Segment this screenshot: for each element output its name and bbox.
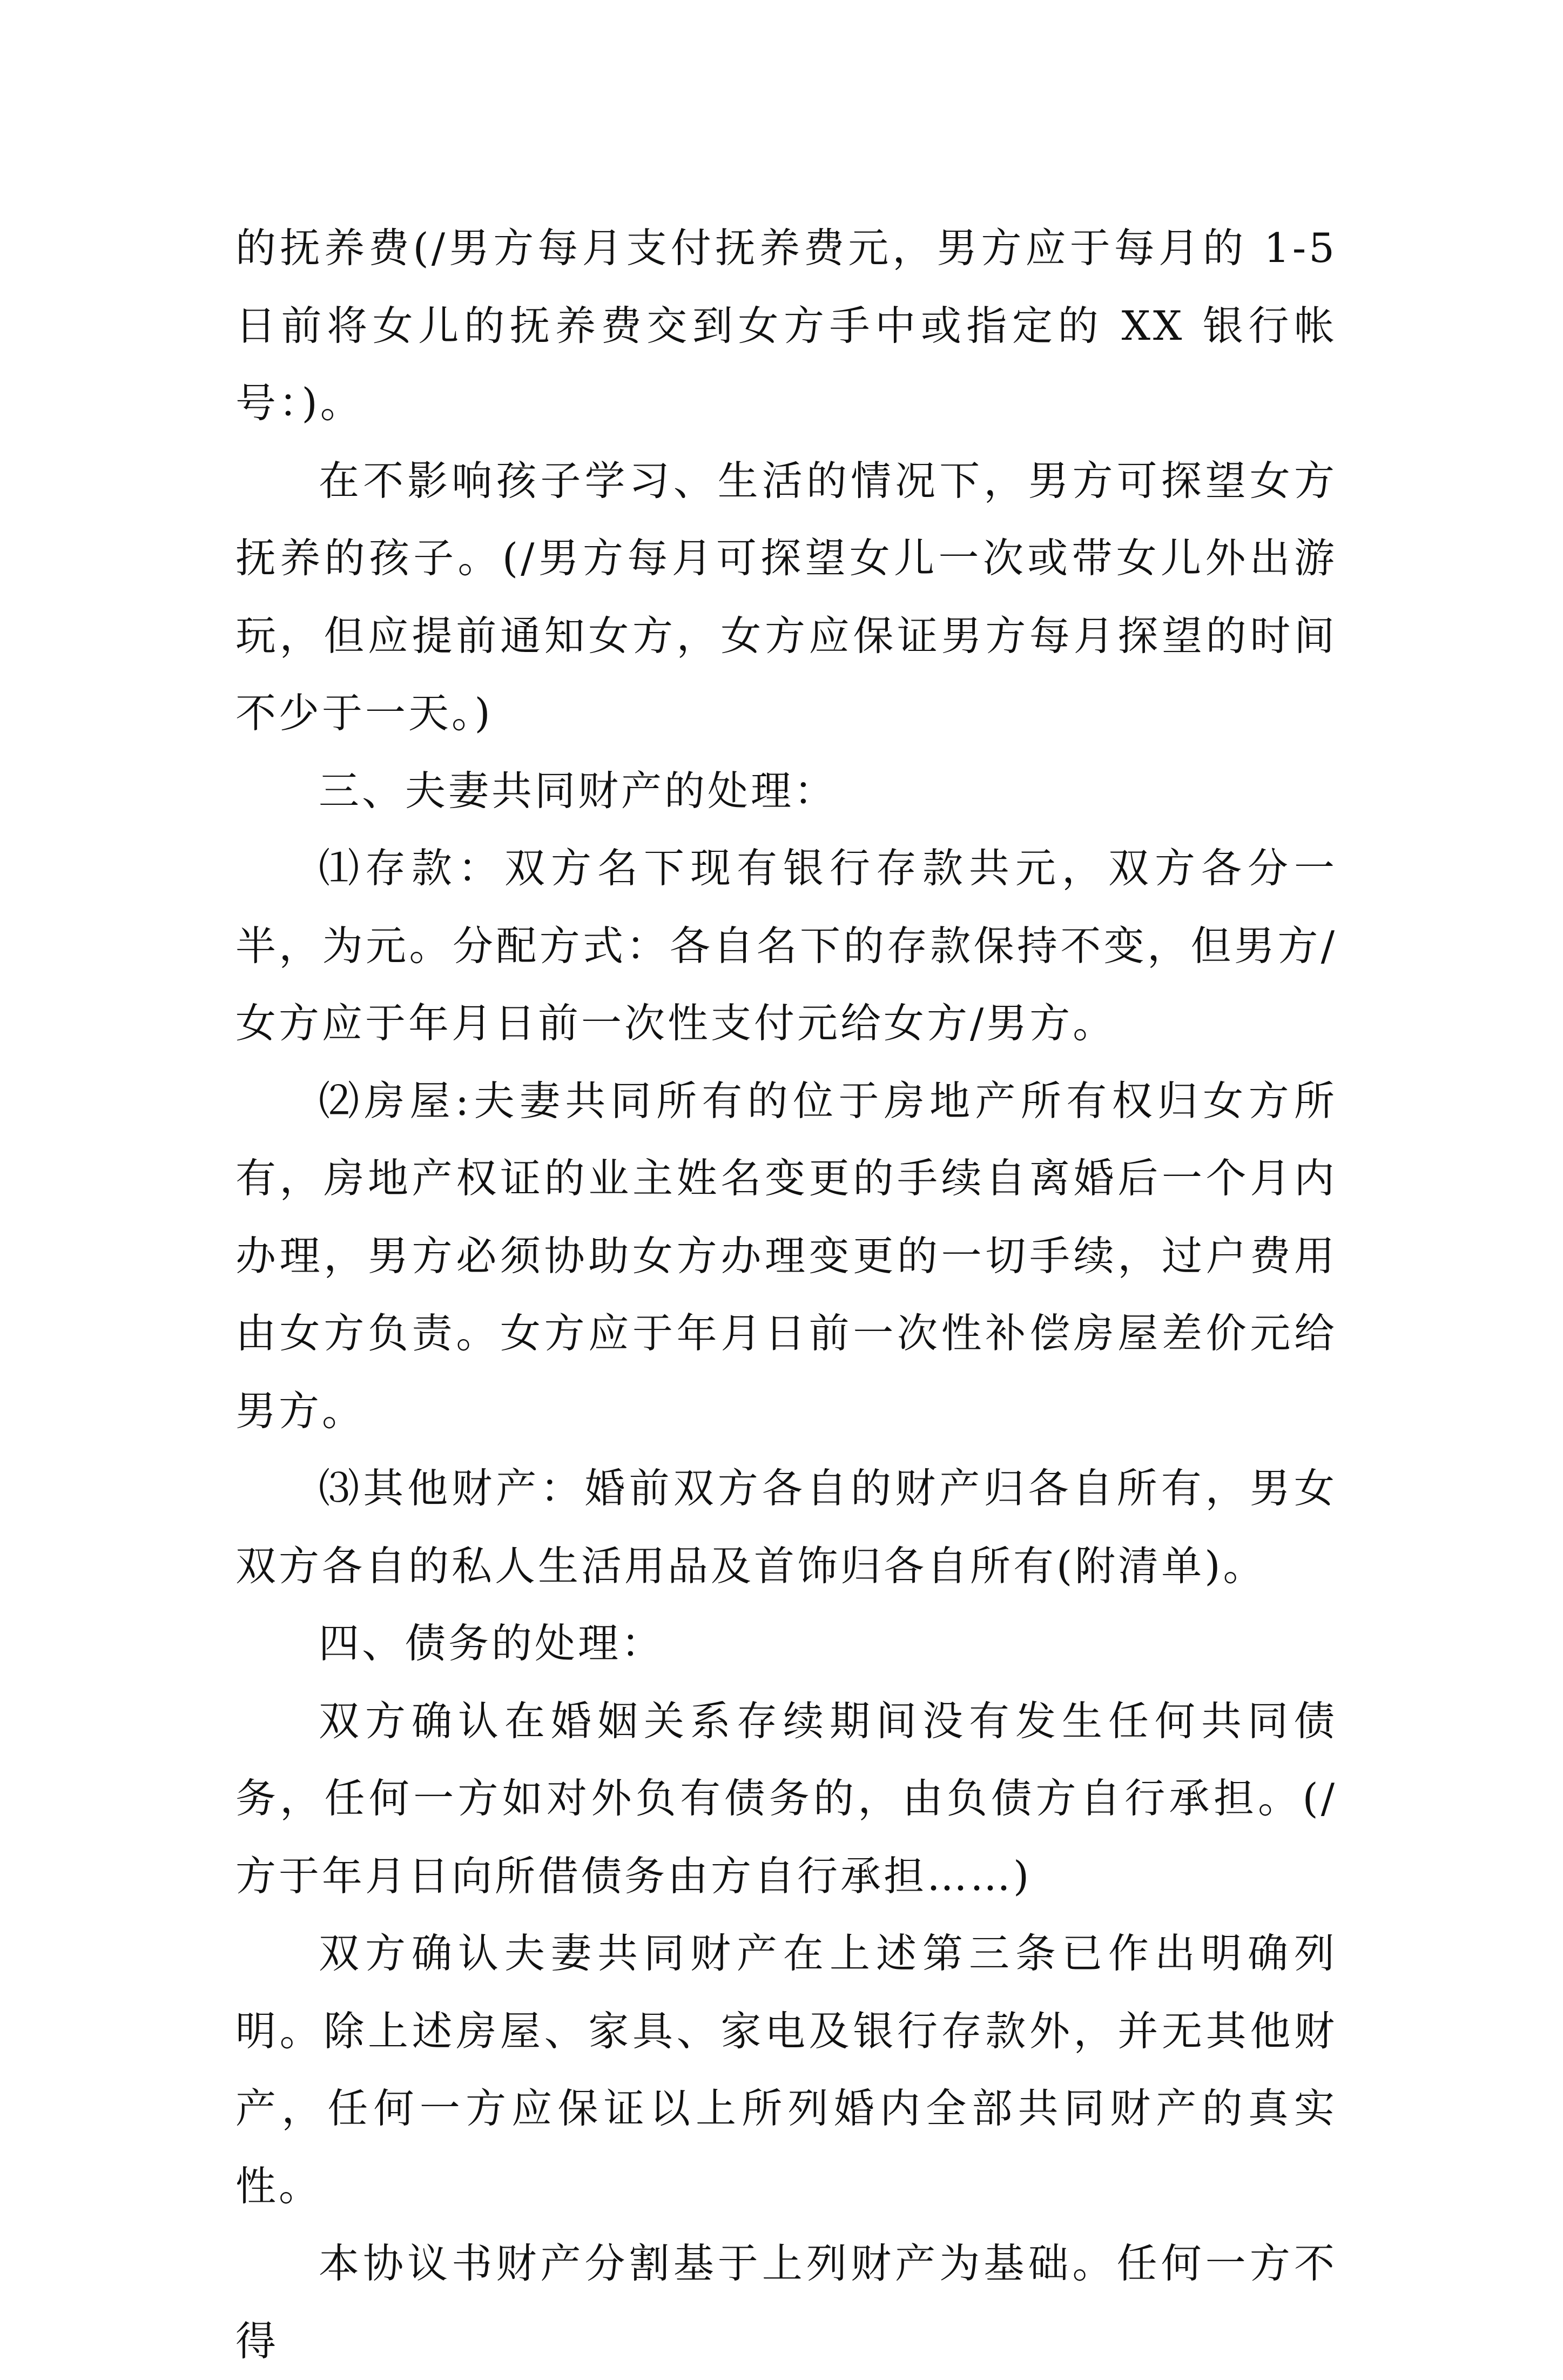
paragraph-other-property: ⑶其他财产：婚前双方各自的财产归各自所有，男女双方各自的私人生活用品及首饰归各自所有(附清单)。 [235,1464,1337,1590]
paragraph-house: ⑵房屋:夫妻共同所有的位于房地产所有权归女方所有，房地产权证的业主姓名变更的手续自离婚后一个月内办理，男方必须协助女方办理变更的一切手续，过户费用由女方负责。女方应于年月日前一次性补偿房屋差价元给男方。 [235,1077,1337,1435]
paragraph-debt-confirmation: 双方确认在婚姻关系存续期间没有发生任何共同债务，任何一方如对外负有债务的，由负债方自行承担。(/方于年月日向所借债务由方自行承担……) [235,1697,1337,1900]
paragraph-agreement-basis: 本协议书财产分割基于上列财产为基础。任何一方不得 [235,2240,1337,2365]
section-heading-joint-property: 三、夫妻共同财产的处理： [319,767,838,815]
paragraph-visitation-rights: 在不影响孩子学习、生活的情况下，男方可探望女方抚养的孩子。(/男方每月可探望女儿一次或带女儿外出游玩，但应提前通知女方，女方应保证男方每月探望的时间不少于一天。) [235,456,1337,737]
paragraph-property-confirmation: 双方确认夫妻共同财产在上述第三条已作出明确列明。除上述房屋、家具、家电及银行存款外，并无其他财产，任何一方应保证以上所列婚内全部共同财产的真实性。 [235,1929,1337,2210]
paragraph-bank-deposits: ⑴存款：双方名下现有银行存款共元，双方各分一半，为元。分配方式：各自名下的存款保持不变，但男方/女方应于年月日前一次性支付元给女方/男方。 [235,844,1337,1047]
paragraph-child-support-payment: 的抚养费(/男方每月支付抚养费元，男方应于每月的 1-5 日前将女儿的抚养费交到女方手中或指定的 XX 银行帐号：)。 [235,224,1337,427]
section-heading-debts: 四、债务的处理： [319,1619,665,1667]
document-body [235,210,1337,2380]
